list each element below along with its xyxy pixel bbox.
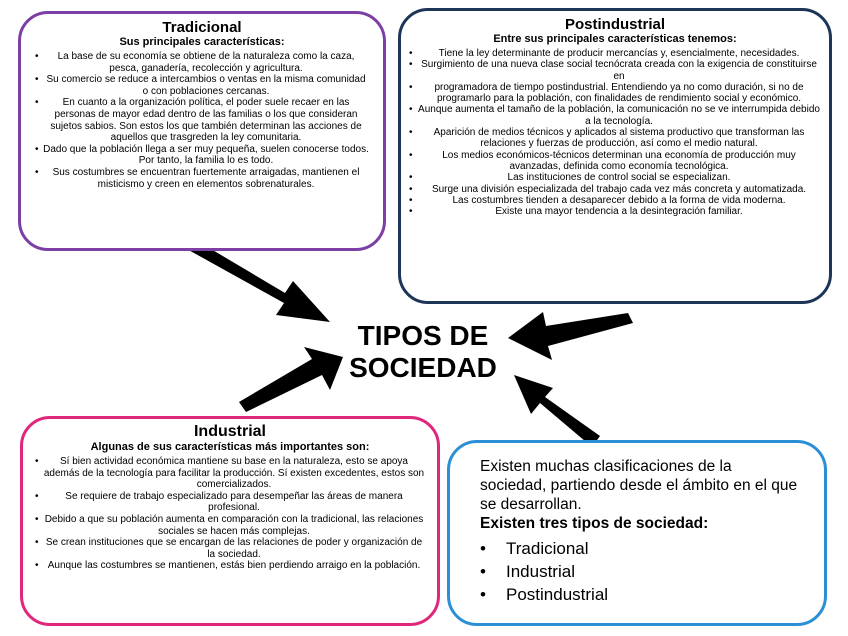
list-item: • programadora de tiempo postindustrial. Entendiendo ya no como duración, si no de programarlo para la población, con finalidades de rendimiento social y económico.: [407, 82, 823, 105]
tradicional-list: [33, 51, 371, 190]
list-item: • Surgimiento de una nueva clase social tecnócrata creada con la exigencia de constituirse en: [407, 59, 823, 82]
list-item: • En cuanto a la organización política, el poder suele recaer en las personas de mayor edad dentro de las familias o los que consideran sujetos sabios. Son estos los que también determinan las acciones de aquellos que trasgreden la ley comunitaria.: [33, 97, 371, 143]
postindustrial-box: [398, 8, 832, 304]
list-item: • Su comercio se reduce a intercambios o ventas en la misma comunidad o con poblaciones cercanas.: [33, 74, 371, 97]
summary-box: [447, 440, 827, 626]
industrial-title: Industrial: [193, 423, 266, 440]
list-item: • Tradicional: [480, 537, 802, 560]
list-item: • Las instituciones de control social se especializan.: [407, 172, 823, 183]
list-item: • Aparición de medios técnicos y aplicados al sistema productivo que transforman las relaciones y fuerzas de producción, así como el medio natural.: [407, 127, 823, 150]
summary-intro: Existen muchas clasificaciones de la sociedad, partiendo desde el ámbito en el que se desarrollan.: [480, 458, 798, 513]
list-item: • Las costumbres tienden a desaparecer debido a la forma de vida moderna.: [407, 195, 823, 206]
list-item: • Industrial: [480, 560, 802, 583]
industrial-subtitle: Algunas de sus características más importantes son:: [90, 441, 370, 453]
postindustrial-title: Postindustrial: [564, 16, 665, 33]
postindustrial-subtitle: Entre sus principales características tenemos:: [493, 33, 737, 45]
industrial-list: [33, 456, 427, 572]
tradicional-title: Tradicional: [162, 19, 242, 36]
list-item: • Postindustrial: [480, 583, 802, 606]
list-item: • Tiene la ley determinante de producir mercancías y, esencialmente, necesidades.: [407, 48, 823, 59]
list-item: • Sus costumbres se encuentran fuertemente arraigadas, mantienen el misticismo y creen en elementos sobrenaturales.: [33, 167, 371, 190]
arrow-from-summary: [514, 375, 600, 447]
tradicional-box: [18, 11, 386, 251]
center-title-line2: SOCIEDAD: [349, 352, 497, 383]
list-item: • Los medios económicos-técnicos determinan una economía de producción muy avanzadas, definida como economía tecnológica.: [407, 150, 823, 173]
list-item: • Surge una división especializada del trabajo cada vez más concreta y automatizada.: [407, 184, 823, 195]
postindustrial-list: [407, 48, 823, 217]
list-item: • Aunque aumenta el tamaño de la población, la comunicación no se ve interrumpida debido a la tecnología.: [407, 104, 823, 127]
industrial-box: [20, 416, 440, 626]
list-item: • Dado que la población llega a ser muy pequeña, suelen conocerse todos. Por tanto, la familia lo es todo.: [33, 144, 371, 167]
list-item: • Existe una mayor tendencia a la desintegración familiar.: [407, 206, 823, 217]
center-title: [318, 320, 528, 384]
summary-types-list: [480, 537, 802, 606]
list-item: • Debido a que su población aumenta en comparación con la tradicional, las relaciones sociales se hacen más complejas.: [33, 514, 427, 537]
list-item: • Se crean instituciones que se encargan de las relaciones de poder y organización de la sociedad.: [33, 537, 427, 560]
tradicional-subtitle: Sus principales características:: [119, 36, 285, 48]
list-item: • La base de su economía se obtiene de la naturaleza como la caza, pesca, ganadería, recolección y agricultura.: [33, 51, 371, 74]
list-item: • Aunque las costumbres se mantienen, estás bien perdiendo arraigo en la población.: [33, 560, 427, 572]
list-item: • Sí bien actividad económica mantiene su base en la naturaleza, esto se apoya además de la tecnología para facilitar la producción. Sí existen excedentes, estos son comercializados.: [33, 456, 427, 491]
list-item: • Se requiere de trabajo especializado para desempeñar las áreas de manera profesional.: [33, 491, 427, 514]
summary-heading: Existen tres tipos de sociedad:: [480, 515, 709, 532]
center-title-line1: TIPOS DE: [357, 320, 489, 351]
